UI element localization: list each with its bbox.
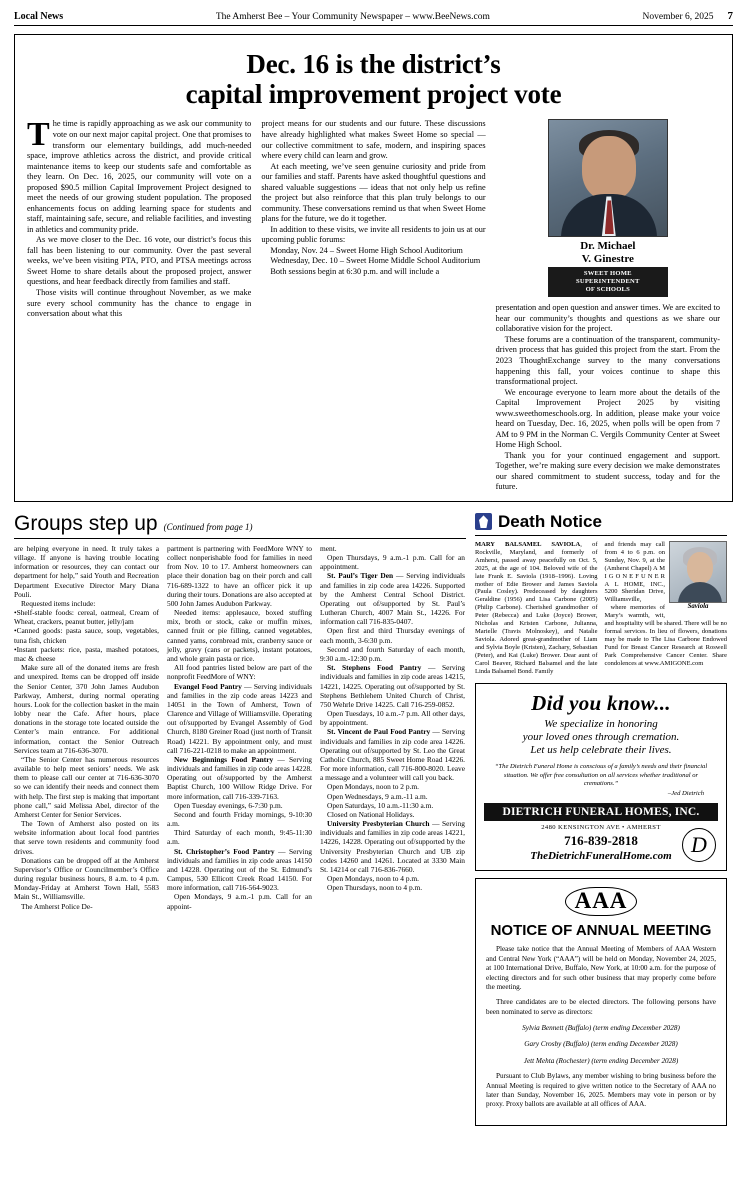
- portrait-title: [548, 267, 668, 298]
- paragraph: All food pantries listed below are part of the nonprofit FeedMore of WNY:: [167, 663, 312, 682]
- aaa-logo: [486, 887, 716, 916]
- aaa-logo-text: AAA: [565, 887, 638, 916]
- lower-section: [14, 512, 733, 1126]
- feature-article: [14, 34, 733, 502]
- groups-column-1: [14, 544, 159, 911]
- portrait-face: [582, 136, 636, 200]
- groups-header: [14, 512, 466, 539]
- paragraph: Those visits will continue throughout November, as we make sure every school community has the chance to engage in conversation about what this: [27, 287, 252, 319]
- paragraph: Wednesday, Dec. 10 – Sweet Home Middle School Auditorium: [270, 256, 481, 266]
- shield-icon: [475, 513, 492, 530]
- pantry-entry: St. Paul’s Tiger Den — Serving individuals and families in zip code area 14226. Supported by the Amherst Central School District. Operating out of/supported by St. Paul’s Lutheran Church, 4007 Main St., 14226. For information call 716-835-0407.: [320, 571, 465, 627]
- paragraph: Thank you for your continued engagement and support. Together, we’re making sure every decision we make demonstrates our shared commitment to student success, today and for the future.: [495, 450, 720, 492]
- headline-line-2: capital improvement project vote: [185, 79, 562, 110]
- groups-article: [14, 512, 466, 1126]
- paragraph: The Town of Amherst also posted on its website information about local food pantries that serve town residents and community food drives.: [14, 819, 159, 856]
- ad-dietrich-funeral-home[interactable]: [475, 683, 727, 872]
- portrait-title-line-3: OF SCHOOLS: [585, 286, 631, 294]
- monogram-icon: D: [682, 828, 716, 862]
- paragraph: Open Mondays, 9 a.m.-1 p.m. Call for an appoint-: [167, 892, 312, 911]
- ad-subhead-2: your loved ones through cremation.: [522, 730, 680, 743]
- paragraph: We encourage everyone to learn more about the details of the Capital Improvement Project 2025 by visiting www.sweethomeschools.org. In addition, please make your voice heard on Tuesday, Dec. 16, 2025, when polls will be open from 7 AM to 9 PM in the Norman C. Vergils Community Center at Sweet Home High School.: [495, 387, 720, 450]
- paragraph: As we move closer to the Dec. 16 vote, our district’s focus this fall has been listening to our community. Over the past several weeks, we’ve been visiting PTA, PTO, and PTSA meetings across Sweet Home to share details about the proposed project, answer questions, and hear feedback directly from families and staff.: [27, 235, 252, 287]
- groups-column-3: [320, 544, 465, 911]
- pantry-entry: Evangel Food Pantry — Serving individuals and families in the zip code areas 14223 and 14051 in the Town of Amherst, Town of Clarence and Village of Williamsville. Operating out of/supported by Evangel Assembly of God Church, 8180 Greiner Road (just north of Transit Road) 14221. By appointment only, and must call 716-221-0218 to make an appointment.: [167, 681, 312, 755]
- paragraph: are helping everyone in need. It truly takes a village. If anyone is having trouble locating information or resources, they can contact our department for help,” said Youth and Recreation Department Executive Director Mary Diana Pouli.: [14, 543, 159, 599]
- ad-quote: “The Dietrich Funeral Home is conscious of a family’s needs and their financial situation. We offer free consultation on all services whether traditional or cremations.”: [494, 763, 708, 788]
- director-nominee: Gary Crosby (Buffalo) (term ending December 2028): [524, 1040, 678, 1049]
- paragraph: Open Thursdays, 9 a.m.-1 p.m. Call for an appointment.: [320, 553, 465, 572]
- list-item: •Shelf-stable foods: cereal, oatmeal, Cream of Wheat, crackers, peanut butter, jelly/jam: [14, 608, 159, 627]
- pantry-entry: St. Stephens Food Pantry — Serving individuals and families in zip code areas 14215, 14221, 14225. Operating out of/supported by St. Stephens Bethlehem United Church of Christ, 750 Wehrle Drive 14225. Call 716-259-0852.: [320, 663, 465, 709]
- pantry-entry: St. Christopher’s Food Pantry — Serving individuals and families in zip code areas 14150 and 14228. Operating out of the St. Edmund’s Campus, 530 Ellicott Creek Road 14150. For more information, call 716-564-9023.: [167, 846, 313, 893]
- ad-business-name: DIETRICH FUNERAL HOMES, INC.: [484, 803, 718, 821]
- list-item: •Canned goods: pasta sauce, soup, vegetables, tuna fish, chicken: [14, 626, 159, 645]
- pantry-entry: University Presbyterian Church — Serving individuals and families in zip code areas 14221, 14226, 14228. Operating out of/supported by the University Presbyterian Church and UB zip codes 14260 and 14261. Located at 3330 Main St. 14214 or call 716-836-7660.: [320, 819, 465, 874]
- obituary-text: where memories of Mary’s warmth, wit, and hospitality will be shared. There will be no formal services. In lieu of flowers, donations may be made to The Lisa Carbone Endowed Fund for Breast Cancer Research at Roswell Park Comprehensive Cancer Center. Share condolences at www.AMIGONE.com: [604, 604, 727, 667]
- groups-column-2: [167, 544, 312, 911]
- paragraph: Open first and third Thursday evenings of each month, 3-6:30 p.m.: [320, 626, 465, 645]
- ad-subhead-3: Let us help celebrate their lives.: [530, 743, 672, 756]
- section-label: Local News: [14, 11, 64, 22]
- right-rail: [475, 512, 727, 1126]
- paragraph: Both sessions begin at 6:30 p.m. and will include a: [270, 266, 440, 276]
- paragraph: Monday, Nov. 24 – Sweet Home High School Auditorium: [270, 245, 463, 255]
- list-item: •Instant packets: rice, pasta, mashed potatoes, mac & cheese: [14, 644, 159, 663]
- paragraph: Open Saturdays, 10 a.m.-11:30 a.m.: [327, 800, 434, 810]
- portrait-name-line-2: V. Ginestre: [581, 252, 634, 265]
- groups-title: Groups step up: [14, 511, 158, 535]
- paragraph: Open Tuesdays, 10 a.m.-7 p.m. All other days, by appointment.: [320, 709, 465, 728]
- feature-headline: [27, 49, 720, 109]
- ad-aaa-annual-meeting[interactable]: [475, 878, 727, 1125]
- portrait-name-line-1: Dr. Michael: [580, 240, 636, 253]
- paragraph: ment.: [320, 543, 337, 553]
- paragraph: Needed items: applesauce, boxed stuffing mix, broth or stock, cake or muffin mixes, canned fruit or pie filling, canned vegetables, canned yams, cornbread mix, cranberry sauce or jelly, gravy (cans or packets), instant potatoes, and whole grain pasta or rice.: [167, 608, 312, 663]
- director-nominee: Sylvia Bennett (Buffalo) (term ending December 2028): [522, 1023, 680, 1032]
- page-number: 7: [727, 10, 733, 22]
- paragraph: Third Saturday of each month, 9:45-11:30 a.m.: [167, 828, 312, 847]
- obituary-photo: [669, 541, 727, 603]
- paragraph: Make sure all of the donated items are fresh and unexpired. Items can be dropped off inside the Senior Center, 370 John James Audubon Parkway, Amherst, during normal operating hours. Look for the collection basket in the main lobby near the Cafe. After hours, place donations in the storage tote located outside the Center’s main entrance. For additional information, contact the Senior Outreach Services team at 716-636-3070.: [14, 663, 159, 755]
- obit-face: [687, 552, 713, 584]
- masthead-line: The Amherst Bee – Your Community Newspaper – www.BeeNews.com: [215, 12, 490, 22]
- paragraph: project means for our students and our future. These discussions have already highlighted what makes Sweet Home so special — our collective commitment to safe, modern, and inspiring spaces where every child can learn and grow.: [261, 119, 486, 161]
- headline-line-1: Dec. 16 is the district’s: [246, 49, 501, 79]
- death-notice-title: Death Notice: [498, 511, 602, 531]
- running-head: [14, 10, 733, 25]
- feature-column-2: [261, 119, 485, 492]
- portrait-title-line-2: SUPERINTENDENT: [576, 277, 640, 285]
- obituary-photo-block: [669, 541, 727, 611]
- pantry-entry: New Beginnings Food Pantry — Serving individuals and families in zip code areas 14228. Operating out of/supported by the Amherst Baptist Church, 100 Willow Ridge Drive. For more information, call 716-339-7163.: [167, 754, 312, 801]
- obituary-column-2: [605, 541, 728, 676]
- obituary-column-1: [475, 541, 598, 676]
- paragraph: At each meeting, we’ve seen genuine curiosity and pride from our families and staff. Parents have asked thoughtful questions and shared valuable suggestions — ideas that not only help us refine the project but also reinforce that this plan truly belongs to our community. These conversations remind us that when Sweet Home plans for the future, we do it together.: [261, 161, 486, 224]
- paragraph: In addition to these visits, we invite all residents to join us at our upcoming public forums:: [261, 224, 486, 245]
- ad-notice-paragraph-2: Three candidates are to be elected directors. The following persons have been nominated to serve as directors:: [486, 998, 716, 1016]
- ad-website[interactable]: TheDietrichFuneralHome.com: [530, 850, 672, 863]
- paragraph: Open Mondays, noon to 2 p.m.: [327, 782, 419, 792]
- paragraph: These forums are a continuation of the transparent, community-driven process that has guided this project from the start. From the 2023 ThoughtExchange survey to the many conversations happening this fall, your voices continue to shape this transformational project.: [495, 334, 720, 387]
- paragraph: Requested items include:: [21, 598, 96, 608]
- director-nominee: Jett Mehta (Rochester) (term ending December 2028): [523, 1056, 679, 1065]
- ad-phone[interactable]: 716-839-2818: [564, 833, 638, 849]
- obituary-text: and friends may call from 4 to 6 p.m. on Sunday, Nov. 9, at the (Amherst Chapel) A M I G O N E F U N E R A L HOME, INC., 5200 Sheridan Drive, Williamsville,: [604, 540, 665, 604]
- paragraph: presentation and open question and answer times. We are excited to hear our community’s thoughts and questions as we share our collaborative vision for the project.: [495, 303, 720, 334]
- death-notice-header: [475, 512, 727, 536]
- obituary-text: MARY BALSAMEL SAVIOLA, of Rockville, Maryland, and formerly of Amherst, passed away peacefully on Oct. 5, 2025, at the age of 104. Beloved wife of the late Frank E. Saviola (1918–1996). Loving mother of Edie Brower and James Saviola (Paula Cosley). Predeceased by daughters Geraldine (1956) and Lisa Carbone (2005) (Philip Carbone). Cherished grandmother of Peter (Rebecca) and Luke (Joyce) Brower, Nicholas and Kristen Carbone, Julianna, Marielle (Travis Molnoskey), and Natalie Saviola. Adored great-grandmother of Liam and Sylvia Boyle (Kristen), Zachary, Sebastian (Peter), and Kai (Luke) Brower. Dear aunt of Carol Beaver, Richard Balsamel and the late Linda Balsamel Bond. Family: [475, 540, 598, 675]
- portrait-name: [548, 237, 668, 266]
- ad-subhead-1: We specialize in honoring: [544, 717, 658, 730]
- paragraph: “The Senior Center has numerous resources available to help meet seniors’ needs. We ask them to please call our center at 716-636-3070 so we can identify their needs and connect them with help. The first step is making that important phone call,” said Melissa Abel, director of the Amherst Center for Senior Services.: [14, 754, 159, 819]
- paragraph: Open Thursdays, noon to 4 p.m.: [327, 883, 423, 893]
- groups-continued-note: (Continued from page 1): [163, 521, 253, 532]
- portrait-title-line-1: SWEET HOME: [583, 269, 632, 277]
- paragraph: The Amherst Police De-: [21, 901, 93, 911]
- pantry-entry: St. Vincent de Paul Food Pantry — Serving individuals and families in zip code area 14226. Operating out of/supported by St. Leo the Great Catholic Church, 885 Sweet Home Road 14226. For more information, call 716-800-8020. Leave a message and a volunteer will call you back.: [320, 727, 465, 783]
- paragraph: partment is partnering with FeedMore WNY to collect nonperishable food for families in need from Nov. 10 to 17. Amherst homeowners can place their donation bag on their porch and call 716-689-1322 to have an officer pick it up during their tours. Donations are also accepted at 500 John James Audubon Parkway.: [167, 543, 312, 608]
- feature-column-1: [27, 116, 252, 492]
- obituary-photo-caption: Saviola: [687, 602, 709, 610]
- superintendent-portrait-block: [548, 119, 668, 297]
- ad-address: 2480 KENSINGTON AVE • AMHERST: [541, 824, 661, 832]
- ad-notice-heading: NOTICE OF ANNUAL MEETING: [490, 922, 712, 940]
- ad-notice-paragraph-3: Pursuant to Club Bylaws, any member wishing to bring business before the Annual Meeting is required to give written notice to the Secretary of AAA no later than Sunday, November 16, 2025. Members may vote in person or by proxy. Proxy ballots are available at all offices of AAA.: [486, 1072, 716, 1109]
- paragraph: Open Tuesday evenings, 6-7:30 p.m.: [174, 800, 283, 810]
- death-notice-body: [475, 541, 727, 676]
- issue-date: November 6, 2025: [642, 12, 714, 22]
- ad-notice-paragraph-1: Please take notice that the Annual Meeting of Members of AAA Western and Central New York (“AAA”) will be held on Monday, November 24, 2025, at 100 International Drive, Buffalo, New York, at 10:00 a.m. for the purpose of electing directors and for such other business that may properly come before the meeting.: [486, 945, 716, 991]
- obit-body: [678, 582, 722, 603]
- paragraph: Second and fourth Friday mornings, 9-10:30 a.m.: [167, 809, 312, 829]
- feature-column-3: [496, 119, 720, 492]
- ad-headline: Did you know...: [531, 690, 671, 715]
- paragraph: Donations can be dropped off at the Amherst Supervisor’s Office or Councilmember’s Office during regular business hours, 8 a.m. to 4 p.m. Monday-Friday at Amherst Town Hall, 5583 Main St., Williamsville.: [14, 855, 159, 902]
- header-rule: [14, 25, 733, 26]
- ad-quote-attribution: –Jed Dietrich: [667, 790, 704, 798]
- portrait-photo: [548, 119, 668, 237]
- paragraph: Closed on National Holidays.: [327, 809, 415, 819]
- paragraph: Second and fourth Saturday of each month, 9:30 a.m.-12:30 p.m.: [320, 644, 465, 663]
- paragraph: Open Mondays, noon to 4 p.m.: [327, 874, 419, 884]
- paragraph: The time is rapidly approaching as we ask our community to vote on our next major capital project. One that promises to transform our elementary buildings, add much-needed space, improve athletics across the district, and provide critical maintenance items to keep our students safe and comfortable as they learn. On Dec. 16, 2025, our community will vote on a proposed $90.5 million Capital Improvement Project designed to meet the needs of our growing student population. The proposed enhancements focus on adding learning space for students and staff, maintaining safe, secure, and reliable facilities, and investing in athletics and community pride.: [27, 116, 252, 234]
- paragraph: Open Wednesdays, 9 a.m.-11 a.m.: [327, 791, 428, 801]
